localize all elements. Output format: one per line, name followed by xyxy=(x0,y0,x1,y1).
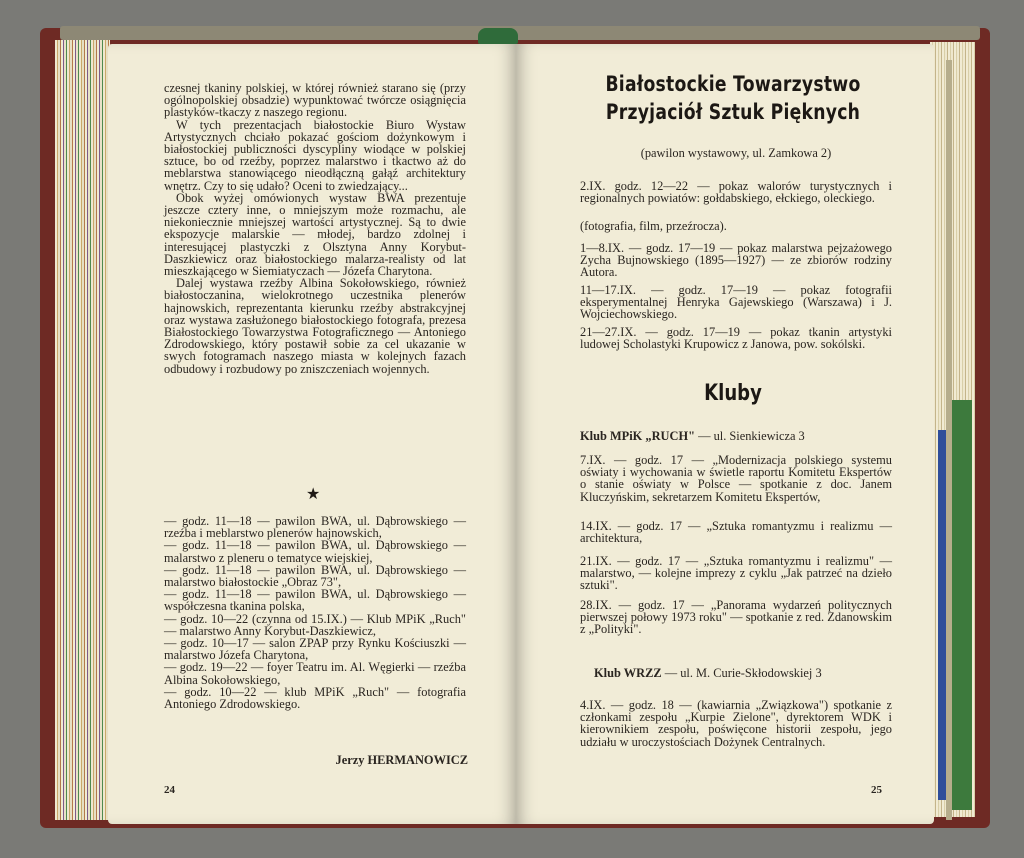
book-spine-top xyxy=(60,26,980,40)
event-item: — godz. 11—18 — pawilon BWA, ul. Dąbrowskiego — rzeźba i meblarstwo plenerów hajnowskich, xyxy=(164,514,466,541)
entry: (fotografia, film, przeźrocza). xyxy=(580,219,727,233)
article-text xyxy=(164,82,466,375)
venue-subtitle: (pawilon wystawowy, ul. Zamkowa 2) xyxy=(640,146,832,160)
entry: 2.IX. godz. 12—22 — pokaz walorów turystycznych i regionalnych powiatów: gołdabskiego, ełckiego, oleckiego. xyxy=(580,179,892,206)
paragraph: czesnej tkaniny polskiej, w której również starano się (przy ogólnopolskiej obsadzie) wypunktować twórcze osiągnięcia plastyków-tkaczy z naszego regionu. xyxy=(164,81,466,120)
left-page xyxy=(108,44,516,824)
club-name: Klub MPiK „RUCH" xyxy=(580,429,695,443)
event-item: — godz. 11—18 — pawilon BWA, ul. Dąbrowskiego — współczesna tkanina polska, xyxy=(164,587,466,614)
entry: 21—27.IX. — godz. 17—19 — pokaz tkanin artystyki ludowej Scholastyki Krupowicz z Janowa, pow. sokólski. xyxy=(580,325,892,352)
blue-index-tab xyxy=(938,430,946,800)
bookmark-ribbon xyxy=(478,28,518,44)
club-name: Klub WRZZ xyxy=(594,666,662,680)
event-item: — godz. 10—17 — salon ZPAP przy Rynku Kościuszki — malarstwo Józefa Charytona, xyxy=(164,636,466,663)
club-heading xyxy=(594,666,822,681)
club-entry: 4.IX. — godz. 18 — (kawiarnia „Związkowa") spotkanie z członkami zespołu „Kurpie Zielone", dyrektorem WDK i kierownikiem zespołu, poświęcone historii zespołu, jego udziału w uroczystościach Dożynek Centralnych. xyxy=(580,698,892,749)
right-page xyxy=(516,44,934,824)
club-address: — ul. M. Curie-Skłodowskiej 3 xyxy=(664,666,822,680)
club-entry: 28.IX. — godz. 17 — „Panorama wydarzeń politycznych pierwszej połowy 1973 roku" — spotkanie z red. Zdanowskim z „Polityki". xyxy=(580,598,892,637)
page-edges-left xyxy=(55,40,110,820)
green-index-tab xyxy=(952,400,972,810)
club-heading xyxy=(580,429,805,444)
star-separator: ★ xyxy=(306,486,321,503)
title-line: Białostockie Towarzystwo xyxy=(605,72,861,96)
event-item: — godz. 10—22 — klub MPiK „Ruch" — fotografia Antoniego Zdrodowskiego. xyxy=(164,684,466,712)
paragraph: W tych prezentacjach białostockie Biuro Wystaw Artystycznych chciało pokazać gościom dożynkowym i białostockiej publiczności dyscypliny wiodące w polskiej sztuce, bo od rzeźby, poprzez malarstwo i tkactwo aż do meblarstwa stanowiącego nieodłączną gałąź architektury wnętrz. Czy to się udało? Oceni to zwiedzający... xyxy=(164,117,466,193)
section-title xyxy=(598,70,869,126)
title-line: Przyjaciół Sztuk Pięknych xyxy=(605,100,861,124)
page-number: 25 xyxy=(871,784,882,796)
event-item: — godz. 11—18 — pawilon BWA, ul. Dąbrowskiego — malarstwo z pleneru o tematyce wiejskiej, xyxy=(164,538,466,565)
paragraph: Dalej wystawa rzeźby Albina Sokołowskiego, również białostoczanina, wielokrotnego uczestnika plenerów hajnowskich, reprezentanta kierunku rzeźby abstrakcyjnej oraz wystawa zasłużonego białostockiego fotografa, prezesa Białostockiego Towarzystwa Fotograficznego — Antoniego Zdrodowskiego, który postawił sobie za cel ukazanie w swych fotogramach naszego miasta w kolejnych fazach odbudowy i rozbudowy po zniszczeniach wojennych. xyxy=(164,276,466,376)
clubs-heading: Kluby xyxy=(704,381,762,406)
club-entry: 14.IX. — godz. 17 — „Sztuka romantyzmu i realizmu — architektura, xyxy=(580,519,892,546)
club-address: — ul. Sienkiewicza 3 xyxy=(698,429,805,443)
event-item: — godz. 10—22 (czynna od 15.IX.) — Klub MPiK „Ruch" — malarstwo Anny Korybut-Daszkiewicz, xyxy=(164,611,466,638)
page-number: 24 xyxy=(164,784,175,796)
club-entry: 7.IX. — godz. 17 — „Modernizacja polskiego systemu oświaty i wychowania w świetle raportu Komitetu Ekspertów o stanie oświaty w Polsce — spotkanie z doc. Janem Kluczyńskim, sekretarzem Komitetu Ekspertów, xyxy=(580,453,892,504)
event-item: — godz. 19—22 — foyer Teatru im. Al. Węgierki — rzeźba Albina Sokołowskiego, xyxy=(164,660,466,687)
author-signature: Jerzy HERMANOWICZ xyxy=(335,753,468,767)
entry: 11—17.IX. — godz. 17—19 — pokaz fotografii eksperymentalnej Henryka Gajewskiego (Warszawa) i J. Wojciechowskiego. xyxy=(580,283,892,322)
event-list xyxy=(164,515,466,710)
entry: 1—8.IX. — godz. 17—19 — pokaz malarstwa pejzażowego Zycha Bujnowskiego (1895—1927) — ze zbiorów rodziny Autora. xyxy=(580,241,892,280)
paragraph: Obok wyżej omówionych wystaw BWA prezentuje jeszcze cztery inne, o mniejszym może rozmachu, ale niekoniecznie mniejszej wartości artystycznej. Są to dwie ekspozycje malarskie — młodej, bardzo zdolnej i interesującej plastyczki z Olsztyna Anny Korybut-Daszkiewicz oraz białostockiego malarza-realisty od lat mieszkającego w Siemiatyczach — Józefa Charytona. xyxy=(164,190,466,279)
club-entry: 21.IX. — godz. 17 — „Sztuka romantyzmu i realizmu" — malarstwo, — kolejne imprezy z cyklu „Jak patrzeć na dzieło sztuki". xyxy=(580,554,892,593)
event-item: — godz. 11—18 — pawilon BWA, ul. Dąbrowskiego — malarstwo białostockie „Obraz 73", xyxy=(164,562,466,590)
